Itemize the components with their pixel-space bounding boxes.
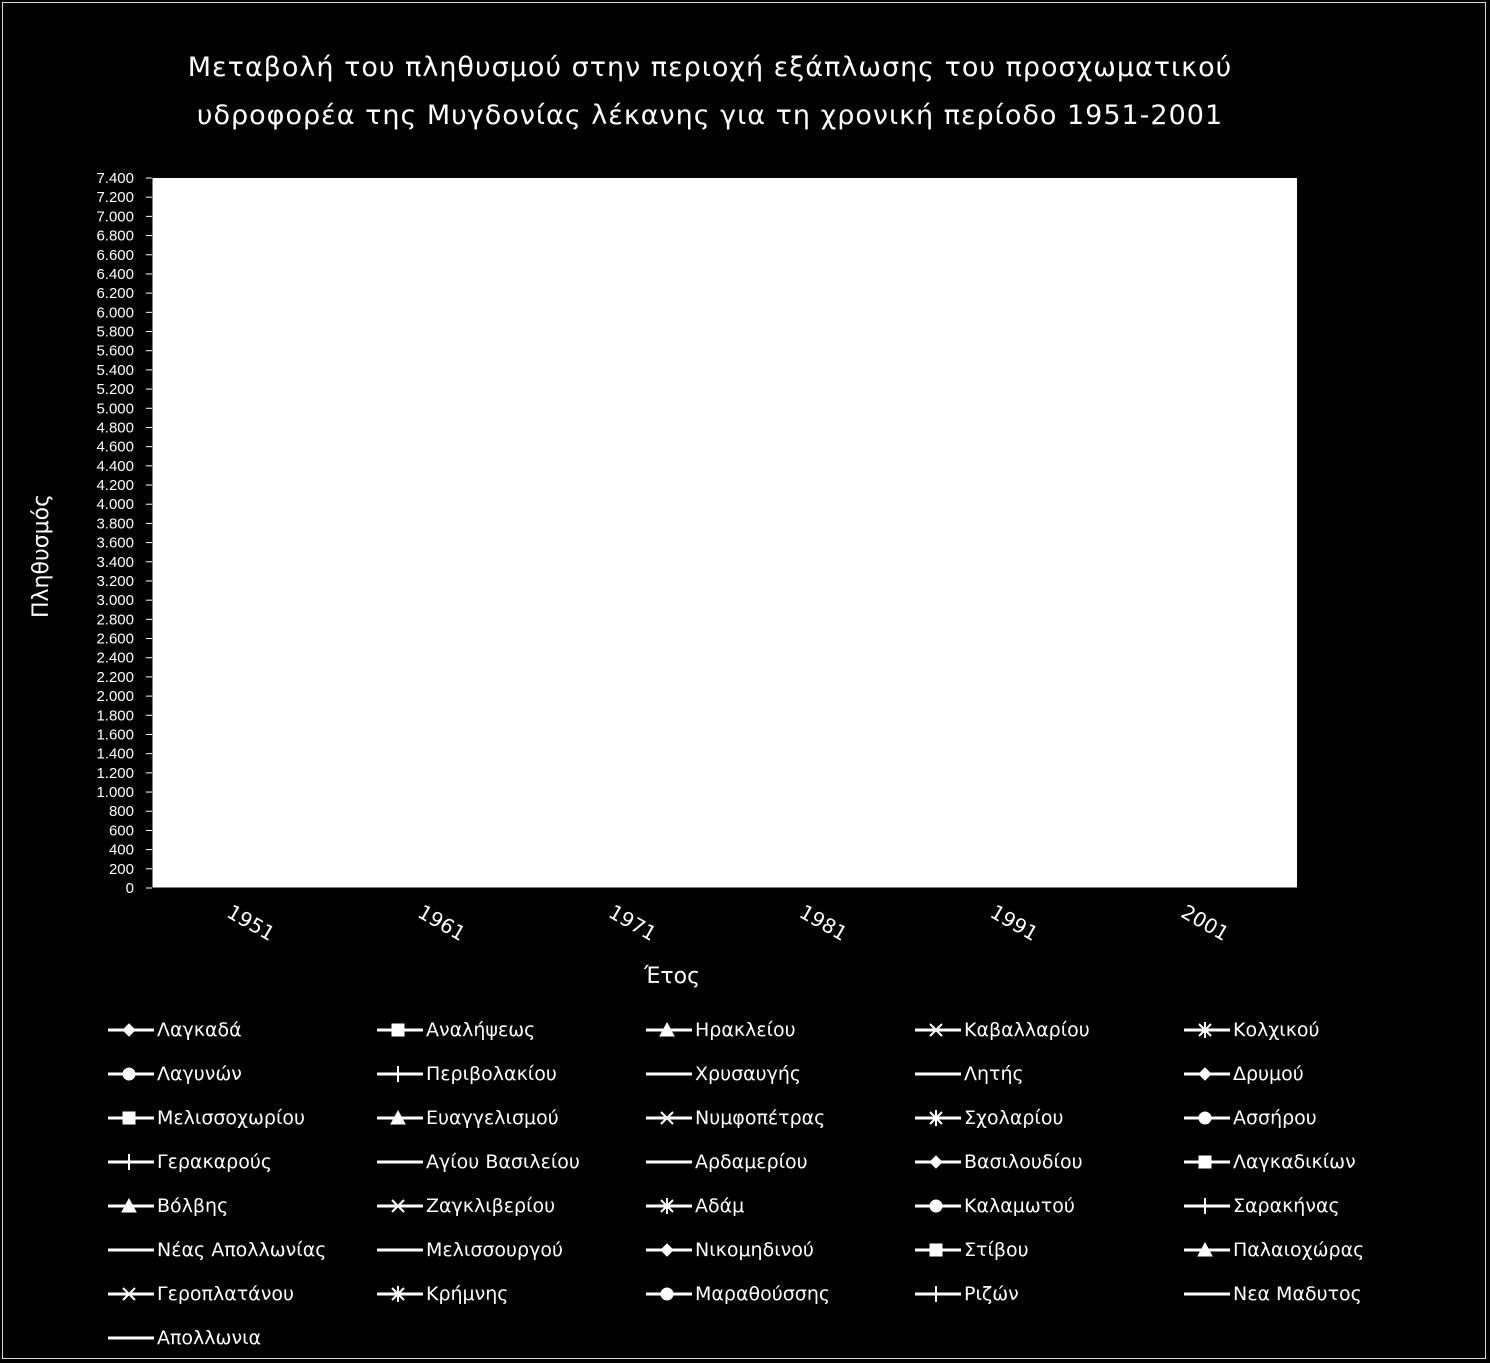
y-tick-label: 3.800 — [96, 515, 134, 533]
x-tick-label: 1971 — [604, 899, 661, 946]
legend-label: Κρήμνης — [426, 1283, 509, 1305]
y-tick-label: 0 — [125, 880, 134, 897]
legend-item — [377, 1149, 580, 1175]
y-tick-label: 6.200 — [96, 285, 134, 303]
legend-item — [108, 1193, 228, 1219]
y-tick-label: 1.600 — [96, 726, 134, 744]
y-tick-label: 3.600 — [96, 534, 134, 552]
legend-marker-square — [108, 1105, 156, 1131]
legend-item — [646, 1105, 825, 1131]
legend-marker-square — [915, 1237, 963, 1263]
y-tick-label: 3.000 — [96, 592, 134, 610]
legend-marker-none — [377, 1237, 425, 1263]
legend-item — [377, 1193, 555, 1219]
y-tick-label: 5.200 — [96, 381, 134, 399]
y-axis-title: Πληθυσμός — [29, 493, 54, 619]
legend-marker-star — [1184, 1017, 1232, 1043]
legend-label: Αναλήψεως — [426, 1019, 536, 1041]
y-tick-label: 2.800 — [96, 611, 134, 629]
legend-item — [377, 1237, 563, 1263]
y-tick-label: 2.600 — [96, 630, 134, 648]
y-tick-label: 4.200 — [96, 477, 134, 495]
legend-marker-star — [915, 1105, 963, 1131]
legend-marker-square — [1184, 1149, 1232, 1175]
legend-item — [915, 1281, 1019, 1307]
legend-marker-star — [646, 1193, 694, 1219]
legend-label: Νεα Μαδυτος — [1233, 1283, 1362, 1305]
legend-label: Χρυσαυγής — [695, 1063, 802, 1085]
legend-marker-x — [646, 1105, 694, 1131]
legend-label: Ευαγγελισμού — [426, 1107, 559, 1129]
legend-item — [108, 1105, 305, 1131]
legend-marker-plus — [108, 1149, 156, 1175]
legend-item — [377, 1281, 508, 1307]
legend-label: Λαγκαδά — [157, 1019, 242, 1041]
legend-marker-diamond — [108, 1017, 156, 1043]
legend-label: Καλαμωτού — [964, 1195, 1075, 1217]
legend-label: Ασσήρου — [1233, 1107, 1317, 1129]
legend-marker-diamond — [646, 1237, 694, 1263]
legend-marker-triangle — [1184, 1237, 1232, 1263]
legend-marker-diamond — [915, 1149, 963, 1175]
legend-label: Ζαγκλιβερίου — [426, 1195, 556, 1217]
y-tick-label: 5.400 — [96, 361, 134, 379]
legend-label: Παλαιοχώρας — [1233, 1239, 1365, 1261]
y-tick-label: 6.600 — [96, 246, 134, 264]
y-tick-label: 4.800 — [96, 419, 134, 437]
legend-label: Αρδαμερίου — [695, 1151, 808, 1173]
legend-item — [915, 1105, 1063, 1131]
legend-label: Καβαλλαρίου — [964, 1019, 1090, 1041]
y-tick-label: 7.000 — [96, 208, 134, 226]
legend-item — [377, 1017, 535, 1043]
legend-marker-x — [915, 1017, 963, 1043]
legend-label: Αγίου Βασιλείου — [426, 1151, 580, 1173]
legend-label: Γερακαρούς — [157, 1151, 272, 1173]
legend-item — [646, 1149, 808, 1175]
legend-item — [915, 1237, 1029, 1263]
legend-marker-star — [377, 1281, 425, 1307]
legend-marker-none — [1184, 1281, 1232, 1307]
legend-item — [1184, 1237, 1364, 1263]
legend-marker-circle — [108, 1061, 156, 1087]
legend-label: Μελισσουργού — [426, 1239, 563, 1261]
legend-label: Αδάμ — [695, 1195, 745, 1217]
legend-marker-none — [108, 1325, 156, 1351]
y-tick-label: 3.200 — [96, 572, 134, 590]
legend-marker-triangle — [646, 1017, 694, 1043]
legend-item — [915, 1149, 1083, 1175]
chart-title: Μεταβολή του πληθυσμού στην περιοχή εξάπλωσης του προσχωματικού υδροφορέα της Μυγδονίας λέκανης για τη χρονική περίοδο 1951-2001 — [187, 52, 1233, 131]
legend-marker-none — [646, 1149, 694, 1175]
legend-label: Νικομηδινού — [695, 1239, 814, 1261]
y-tick-label: 2.400 — [96, 649, 134, 667]
plot-area — [152, 178, 1297, 888]
y-tick-label: 6.400 — [96, 265, 134, 283]
legend-label: Νυμφοπέτρας — [695, 1107, 826, 1129]
legend-item — [1184, 1193, 1340, 1219]
x-tick-label: 1961 — [413, 899, 470, 946]
legend-item — [646, 1193, 744, 1219]
y-tick-label: 4.600 — [96, 438, 134, 456]
legend-marker-plus — [1184, 1193, 1232, 1219]
legend-label: Λαγυνών — [157, 1063, 242, 1085]
y-tick-label: 400 — [108, 841, 134, 859]
x-axis-title: Έτος — [643, 964, 701, 989]
legend-item — [108, 1281, 294, 1307]
legend-label: Λαγκαδικίων — [1233, 1151, 1356, 1173]
legend-item — [377, 1061, 557, 1087]
legend-label: Περιβολακίου — [426, 1063, 557, 1085]
legend-marker-plus — [915, 1281, 963, 1307]
legend-item — [108, 1017, 242, 1043]
legend-item — [108, 1149, 272, 1175]
legend-label: Στίβου — [964, 1239, 1029, 1261]
legend-label: Απολλωνια — [157, 1327, 262, 1349]
y-tick-label: 3.400 — [96, 553, 134, 571]
legend-item — [1184, 1149, 1356, 1175]
legend-item — [646, 1237, 814, 1263]
y-tick-label: 6.000 — [96, 304, 134, 322]
x-tick-label: 2001 — [1177, 899, 1234, 946]
legend-label: Γεροπλατάνου — [157, 1283, 294, 1305]
legend-item — [108, 1325, 261, 1351]
legend-item — [646, 1061, 801, 1087]
y-tick-label: 4.400 — [96, 457, 134, 475]
legend-marker-circle — [646, 1281, 694, 1307]
legend-item — [1184, 1017, 1320, 1043]
y-tick-label: 1.000 — [96, 784, 134, 802]
x-tick-label: 1981 — [795, 899, 852, 946]
y-tick-label: 2.000 — [96, 688, 134, 706]
legend-item — [1184, 1281, 1362, 1307]
legend-marker-x — [377, 1193, 425, 1219]
legend-label: Σαρακήνας — [1233, 1195, 1340, 1217]
legend-marker-none — [377, 1149, 425, 1175]
legend-marker-none — [915, 1061, 963, 1087]
y-tick-label: 7.200 — [96, 189, 134, 207]
y-tick-label: 4.000 — [96, 496, 134, 514]
legend-marker-triangle — [377, 1105, 425, 1131]
y-tick-label: 600 — [108, 822, 134, 840]
legend-label: Νέας Απολλωνίας — [157, 1239, 327, 1261]
legend-item — [108, 1061, 242, 1087]
y-tick-label: 7.400 — [96, 170, 134, 187]
legend-item — [915, 1061, 1024, 1087]
y-tick-label: 5.800 — [96, 323, 134, 341]
y-tick-label: 6.800 — [96, 227, 134, 245]
y-tick-label: 2.200 — [96, 668, 134, 686]
legend-marker-circle — [1184, 1105, 1232, 1131]
legend-label: Μαραθούσσης — [695, 1283, 831, 1305]
legend-label: Μελισσοχωρίου — [157, 1107, 306, 1129]
y-tick-label: 1.200 — [96, 764, 134, 782]
legend-marker-diamond — [1184, 1061, 1232, 1087]
legend-item — [1184, 1061, 1304, 1087]
legend-item — [646, 1017, 796, 1043]
legend-marker-none — [646, 1061, 694, 1087]
legend-item — [1184, 1105, 1317, 1131]
legend-marker-x — [108, 1281, 156, 1307]
y-tick-label: 5.600 — [96, 342, 134, 360]
legend-marker-circle — [915, 1193, 963, 1219]
legend-marker-triangle — [108, 1193, 156, 1219]
y-tick-label: 200 — [108, 860, 134, 878]
y-tick-label: 1.400 — [96, 745, 134, 763]
legend-label: Ριζών — [964, 1283, 1019, 1305]
legend-marker-plus — [377, 1061, 425, 1087]
y-tick-label: 800 — [108, 803, 134, 821]
legend-label: Κολχικού — [1233, 1019, 1320, 1041]
legend-marker-square — [377, 1017, 425, 1043]
legend-item — [915, 1017, 1090, 1043]
legend-label: Σχολαρίου — [964, 1107, 1064, 1129]
x-tick-label: 1951 — [222, 899, 280, 946]
legend-label: Βόλβης — [157, 1195, 229, 1217]
legend-label: Βασιλουδίου — [964, 1151, 1083, 1173]
legend-item — [915, 1193, 1075, 1219]
legend-marker-none — [108, 1237, 156, 1263]
legend-label: Δρυμού — [1233, 1063, 1304, 1085]
x-tick-label: 1991 — [986, 899, 1043, 946]
y-tick-label: 1.800 — [96, 707, 134, 725]
legend-item — [108, 1237, 326, 1263]
legend-item — [646, 1281, 830, 1307]
legend-label: Ηρακλείου — [695, 1019, 796, 1041]
legend-label: Λητής — [964, 1063, 1024, 1085]
legend-item — [377, 1105, 559, 1131]
y-tick-label: 5.000 — [96, 400, 134, 418]
